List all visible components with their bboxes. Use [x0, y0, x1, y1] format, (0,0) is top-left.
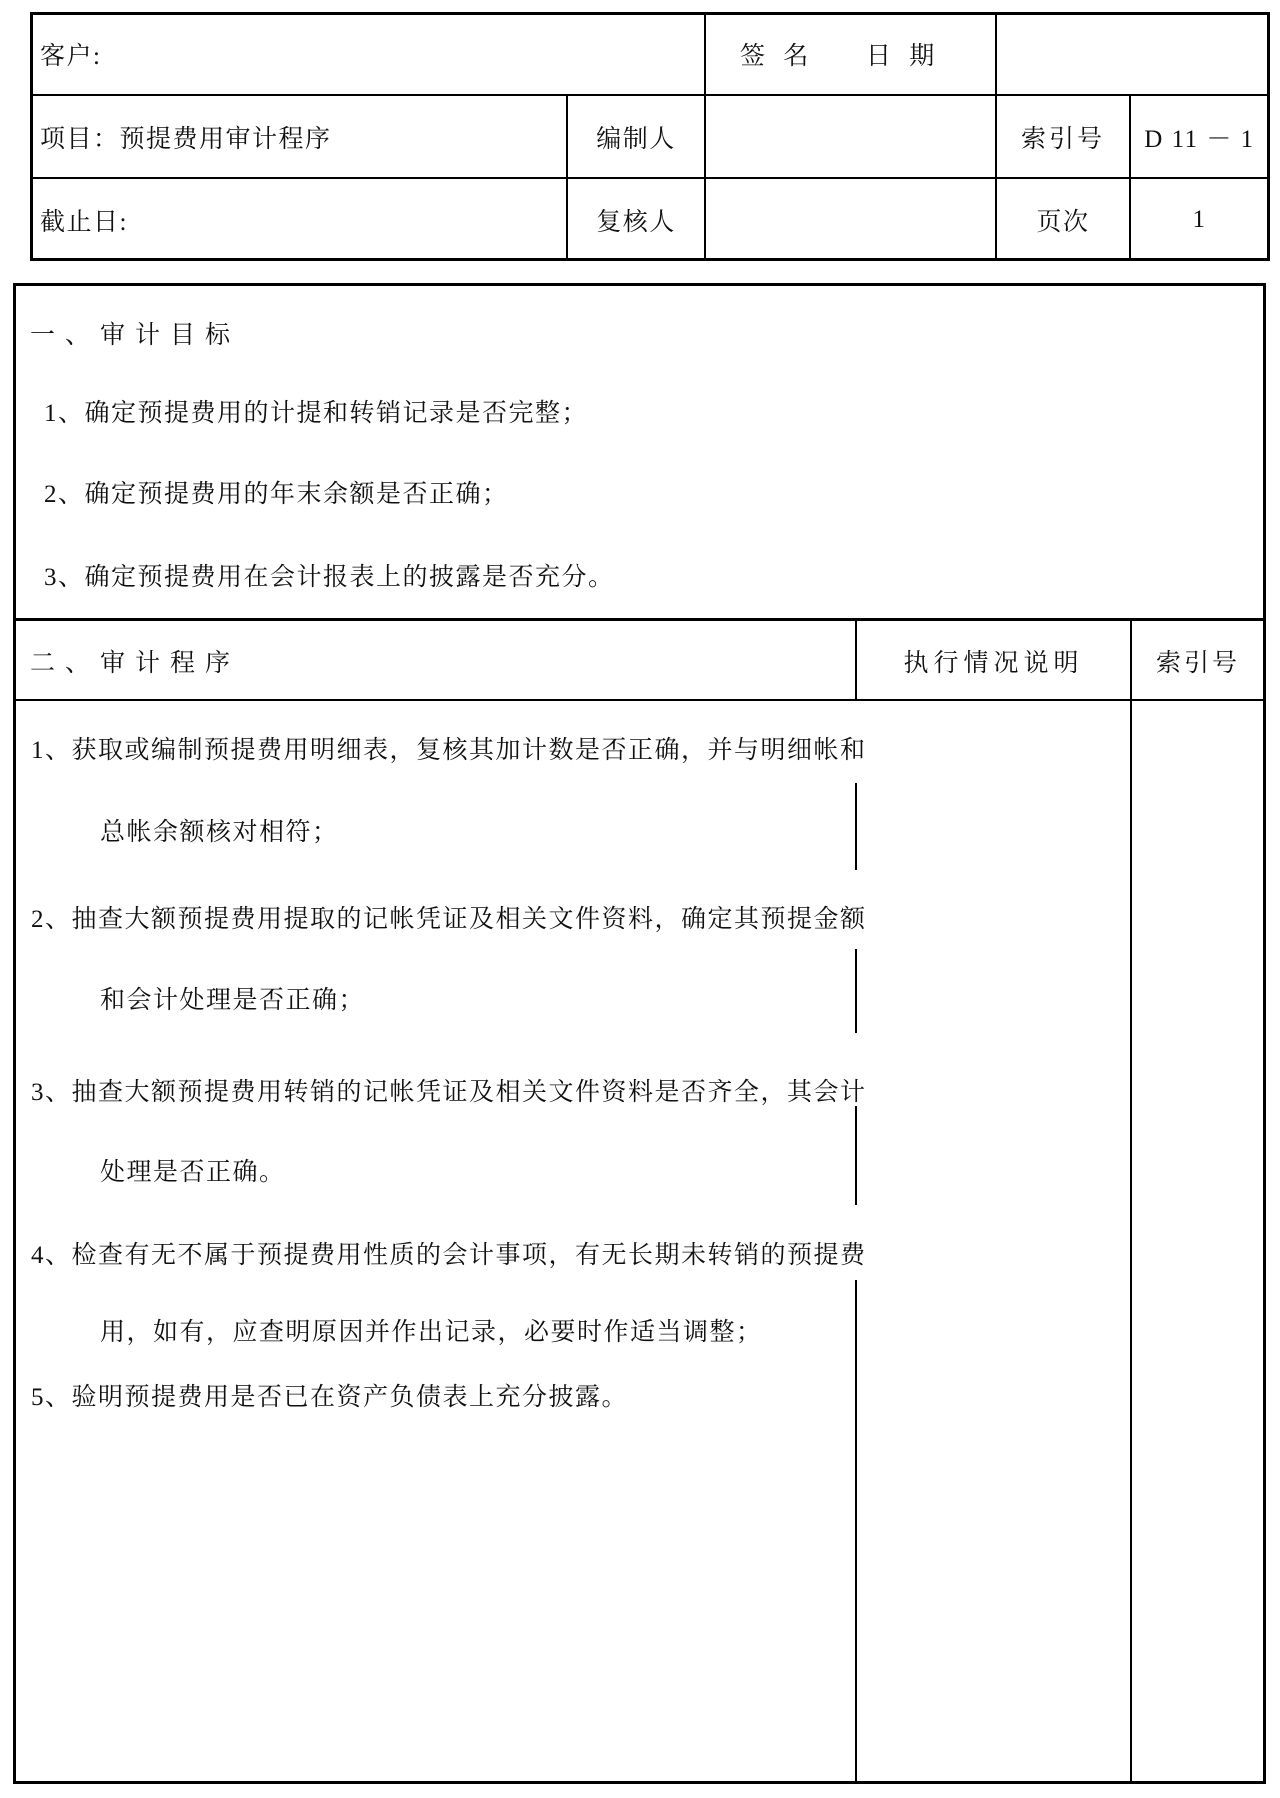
grid-line — [855, 949, 857, 1033]
objective-text: 确定预提费用在会计报表上的披露是否充分。 — [84, 564, 615, 591]
procedure-item-line2: 总帐余额核对相符； — [100, 819, 339, 846]
procedure-item-line1 — [31, 1377, 628, 1413]
procedure-text: 抽查大额预提费用提取的记帐凭证及相关文件资料，确定其预提金额 — [71, 906, 867, 933]
procedure-number: 3、 — [31, 1079, 72, 1106]
grid-line — [1130, 618, 1132, 1784]
procedure-text: 检查有无不属于预提费用性质的会计事项，有无长期未转销的预提费 — [71, 1242, 867, 1269]
grid-line — [30, 94, 1270, 96]
procedure-text: 抽查大额预提费用转销的记帐凭证及相关文件资料是否齐全，其会计 — [71, 1079, 867, 1106]
objective-item — [44, 474, 509, 510]
objective-text: 确定预提费用的年末余额是否正确； — [84, 481, 509, 508]
procedure-item-line2: 和会计处理是否正确； — [100, 987, 366, 1014]
objective-text: 确定预提费用的计提和转销记录是否完整； — [84, 400, 589, 427]
procedure-number: 5、 — [31, 1384, 72, 1411]
signature-label: 签 名 — [740, 43, 815, 70]
procedure-item-line2: 处理是否正确。 — [100, 1159, 286, 1186]
procedure-number: 1、 — [31, 737, 72, 764]
objective-number: 3、 — [44, 564, 85, 591]
procedure-item-line1 — [31, 1235, 867, 1271]
client-label: 客户: — [40, 43, 102, 70]
reviewer-label: 复核人 — [596, 209, 676, 236]
index-column-header: 索引号 — [1155, 650, 1240, 677]
date-label: 日 期 — [866, 43, 941, 70]
procedures-section-title: 二、审计程序 — [30, 650, 241, 677]
grid-line — [855, 1106, 857, 1205]
objective-number: 2、 — [44, 481, 85, 508]
cutoff-date-label: 截止日: — [40, 209, 128, 236]
procedure-item-line1 — [31, 730, 867, 766]
grid-line — [855, 1280, 857, 1784]
procedure-number: 4、 — [31, 1242, 72, 1269]
grid-line — [30, 177, 1270, 179]
objective-item — [44, 557, 615, 593]
page-number-label: 页次 — [1036, 209, 1090, 236]
procedure-item-line2: 用，如有，应查明原因并作出记录，必要时作适当调整； — [100, 1319, 763, 1346]
objective-number: 1、 — [44, 400, 85, 427]
procedure-number: 2、 — [31, 906, 72, 933]
procedure-text: 验明预提费用是否已在资产负债表上充分披露。 — [71, 1384, 629, 1411]
execution-status-header: 执行情况说明 — [903, 650, 1084, 677]
objective-item — [44, 393, 588, 429]
index-number-label: 索引号 — [1020, 126, 1105, 153]
grid-line — [13, 618, 1266, 621]
preparer-label: 编制人 — [596, 126, 676, 153]
project-label: 项目：预提费用审计程序 — [40, 126, 332, 153]
objectives-section-title: 一、审计目标 — [30, 322, 241, 349]
grid-line — [855, 783, 857, 870]
procedure-item-line1 — [31, 1072, 867, 1108]
procedure-text: 获取或编制预提费用明细表，复核其加计数是否正确，并与明细帐和 — [71, 737, 867, 764]
index-number-value: D 11 － 1 — [1144, 126, 1255, 153]
grid-line — [13, 699, 1266, 701]
procedure-item-line1 — [31, 899, 867, 935]
page-number-value: 1 — [1192, 206, 1207, 233]
